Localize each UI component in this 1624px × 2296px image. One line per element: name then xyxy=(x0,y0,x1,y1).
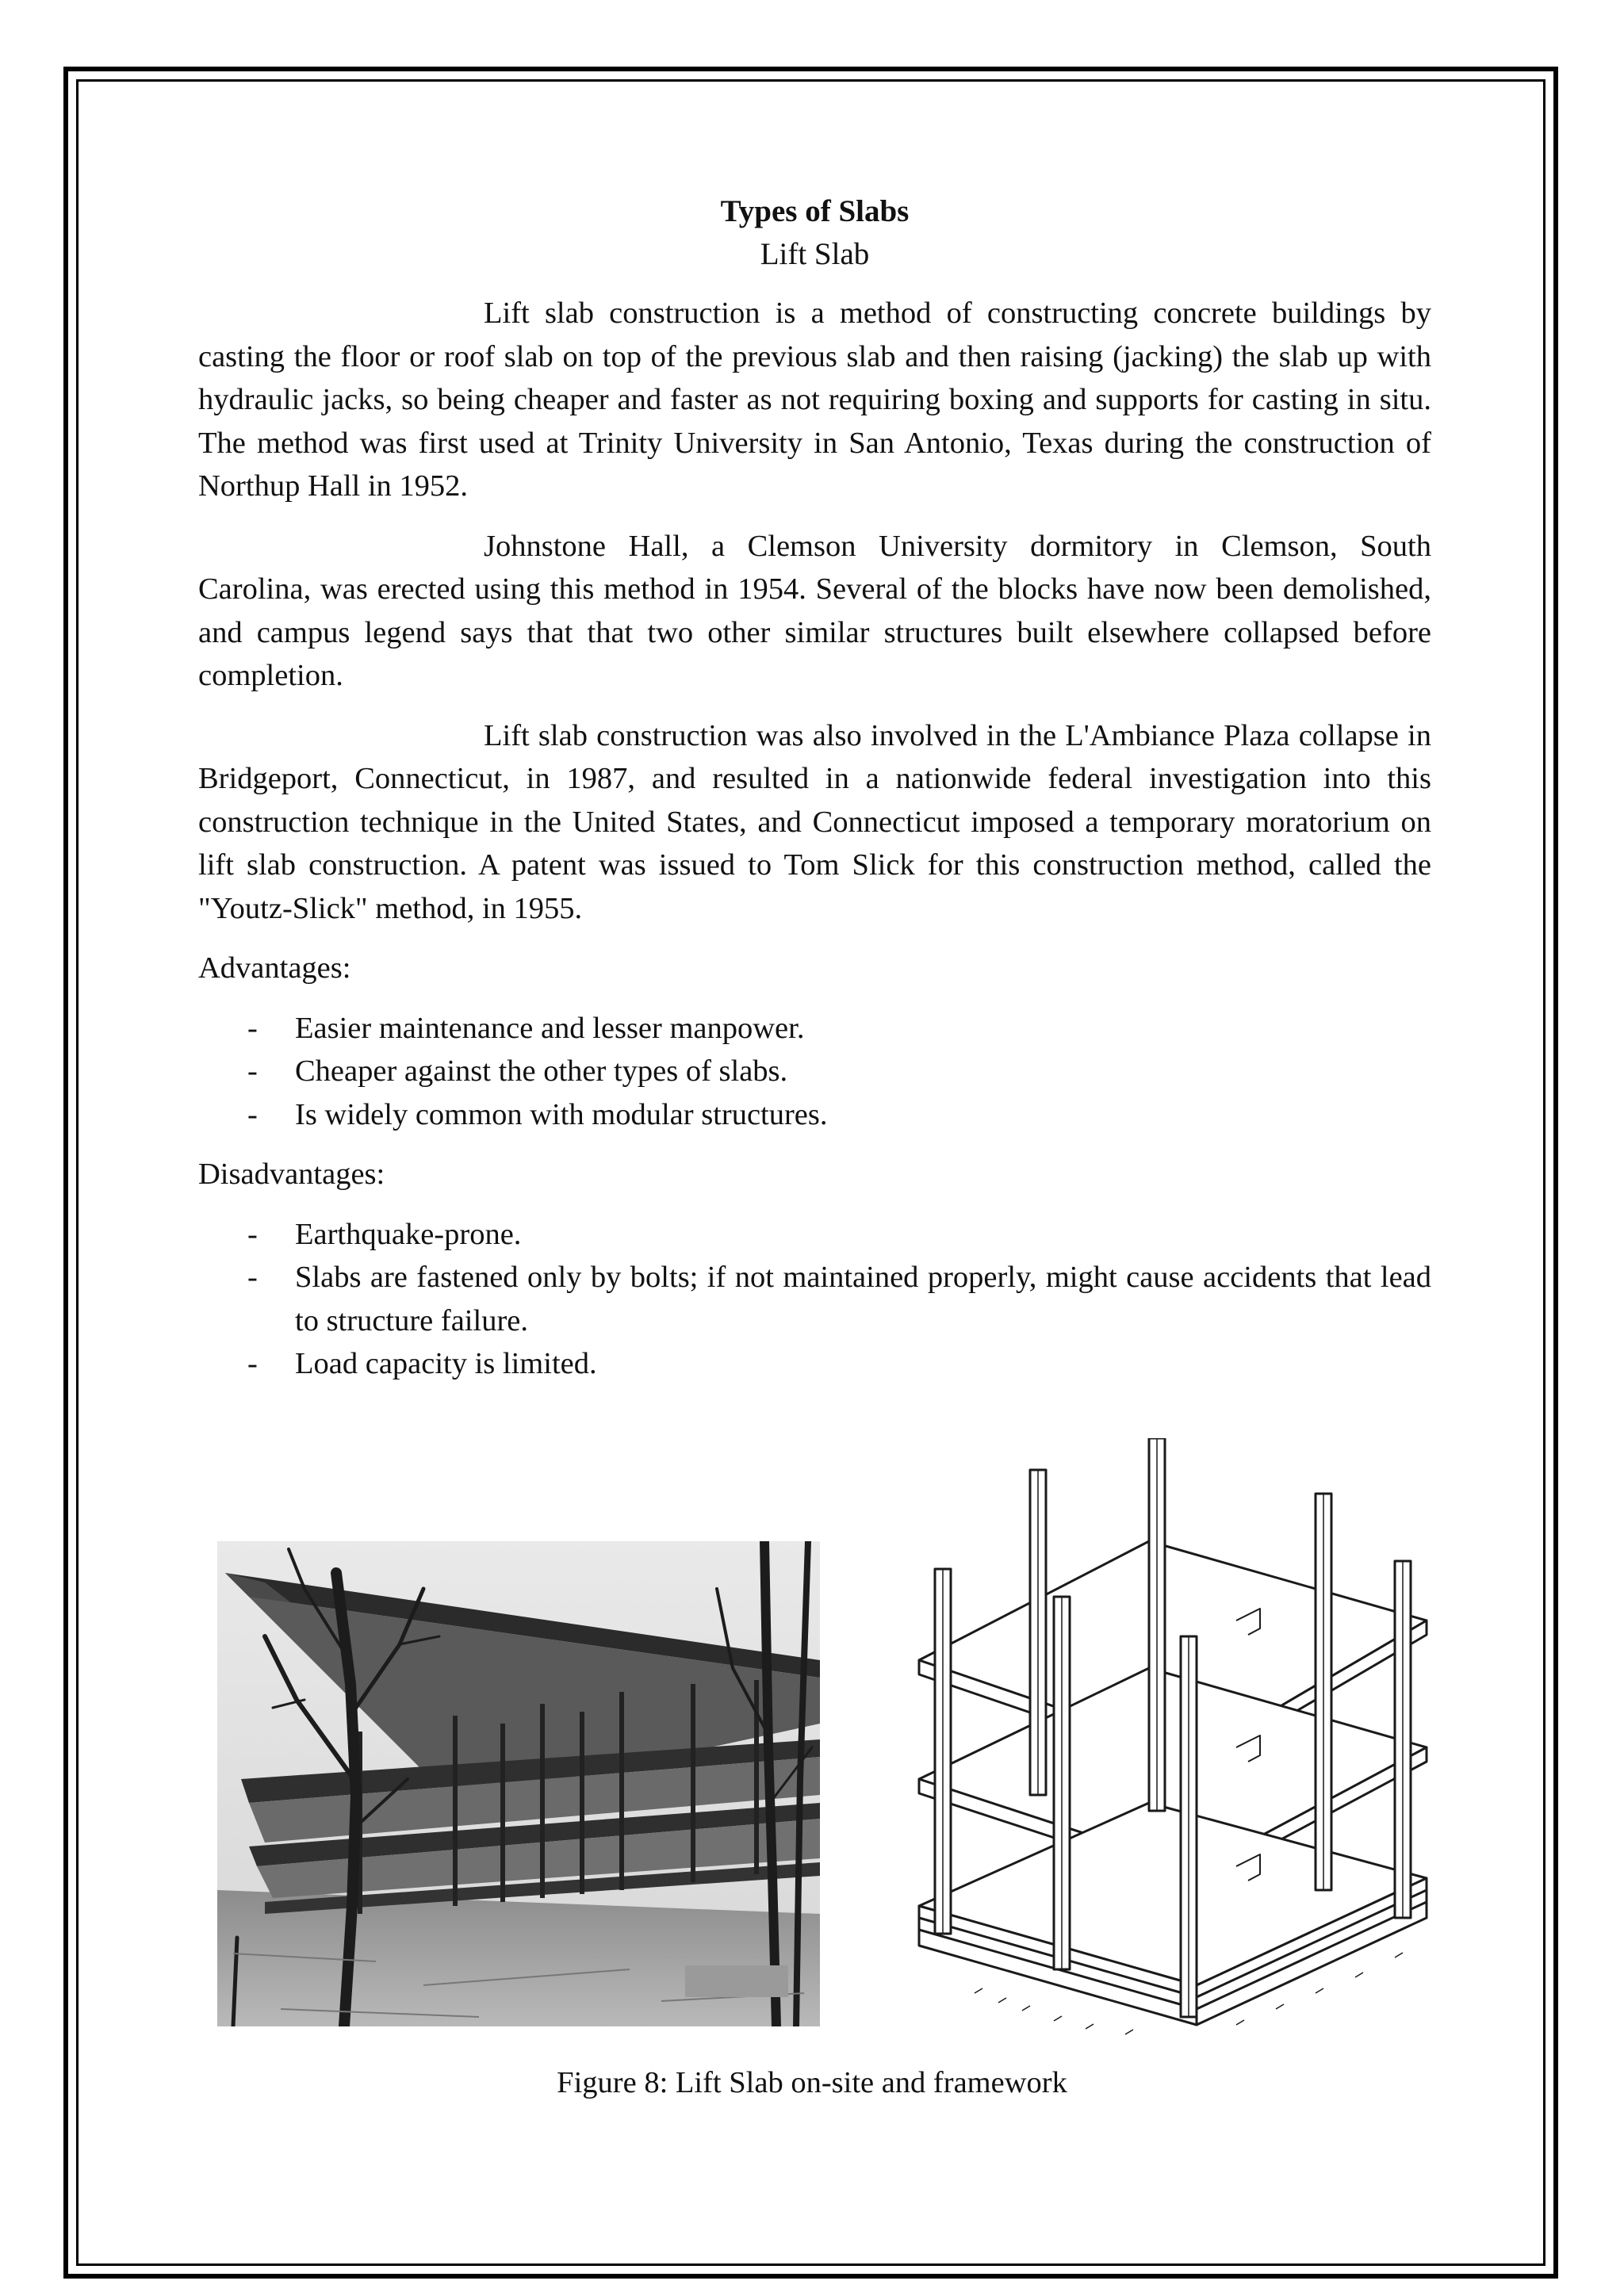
section-subtitle: Lift Slab xyxy=(760,237,870,271)
figure-caption: Figure 8: Lift Slab on-site and framework xyxy=(557,2066,1067,2099)
bullet-dash: - xyxy=(247,1054,258,1088)
paragraph-3: Lift slab construction was also involved in the L'Ambiance Plaza collapse in Bridgeport, Connecticut, in 1987, and resulted in a nationwide federal investigation into this construction technique in the United States, and Connecticut imposed a temporary moratorium on lift slab construction. A patent was issued to Tom Slick for this construction method, called the "Youtz-Slick" method, in 1955. xyxy=(198,718,1431,925)
figure-8 xyxy=(217,1541,1470,2033)
list-item: - Earthquake-prone. xyxy=(198,1213,1431,1257)
bullet-dash: - xyxy=(247,1217,258,1251)
list-item: - Is widely common with modular structures. xyxy=(198,1093,1431,1137)
list-item: - Load capacity is limited. xyxy=(198,1342,1431,1386)
lift-slab-framework-diagram xyxy=(887,1438,1458,2041)
list-item: - Cheaper against the other types of slabs. xyxy=(198,1050,1431,1093)
advantages-label: Advantages: xyxy=(198,951,351,985)
advantages-list xyxy=(198,1007,1431,1137)
paragraph-1: Lift slab construction is a method of constructing concrete buildings by casting the floor or roof slab on top of the previous slab and then raising (jacking) the slab up with hydraulic jacks, so being cheaper and faster as not requiring boxing and supports for casting in situ. The method was first used at Trinity University in San Antonio, Texas during the construction of Northup Hall in 1952. xyxy=(198,297,1431,503)
disadvantages-list xyxy=(198,1213,1431,1386)
disadvantages-label: Disadvantages: xyxy=(198,1158,385,1191)
lift-slab-onsite-photo xyxy=(217,1541,820,2026)
bullet-dash: - xyxy=(247,1097,258,1131)
bullet-dash: - xyxy=(247,1011,258,1045)
page-title: Types of Slabs xyxy=(720,194,910,228)
document-body xyxy=(198,190,1431,1402)
bullet-dash: - xyxy=(247,1347,258,1380)
paragraph-2: Johnstone Hall, a Clemson University dormitory in Clemson, South Carolina, was erected using this method in 1954. Several of the blocks have now been demolished, and campus legend says that that two other similar structures built elsewhere collapsed before completion. xyxy=(198,529,1431,692)
list-item: - Slabs are fastened only by bolts; if not maintained properly, might cause accidents that lead to structure failure. xyxy=(198,1256,1431,1342)
list-item: - Easier maintenance and lesser manpower. xyxy=(198,1007,1431,1050)
bullet-dash: - xyxy=(247,1261,258,1294)
